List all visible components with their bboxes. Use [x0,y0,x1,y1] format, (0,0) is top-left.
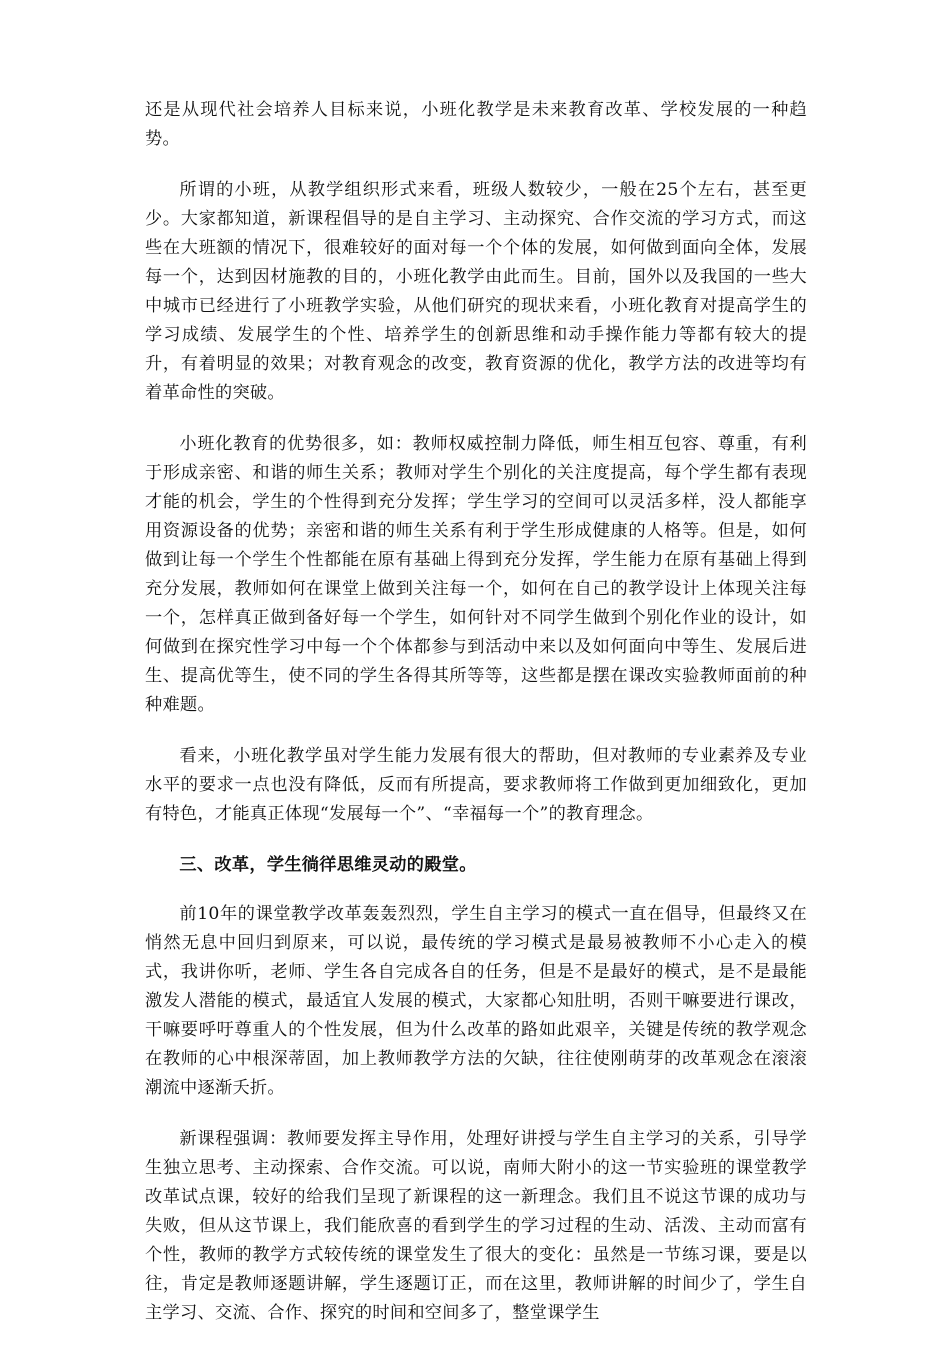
paragraph-1: 还是从现代社会培养人目标来说，小班化教学是未来教育改革、学校发展的一种趋势。 [145,100,807,149]
section-heading: 三、改革，学生徜徉思维灵动的殿堂。 [179,855,477,875]
paragraph-3: 小班化教育的优势很多，如：教师权威控制力降低，师生相互包容、尊重，有利于形成亲密、和谐的师生关系；教师对学生个别化的关注度提高，每个学生都有表现才能的机会，学生的个性得到充分发挥；学生学习的空间可以灵活多样，没人都能享用资源设备的优势；亲密和谐的师生关系有利于学生形成健康的人格等。但是，如何做到让每一个学生个性都能在原有基础上得到充分发挥，学生能力在原有基础上得到充分发展，教师如何在课堂上做到关注每一个，如何在自己的教学设计上体现关注每一个，怎样真正做到备好每一个学生，如何针对不同学生做到个别化作业的设计，如何做到在探究性学习中每一个个体都参与到活动中来以及如何面向中等生、发展后进生、提高优等生，使不同的学生各得其所等等，这些都是摆在课改实验教师面前的种种难题。 [145,434,807,715]
paragraph-6: 新课程强调：教师要发挥主导作用，处理好讲授与学生自主学习的关系，引导学生独立思考、主动探索、合作交流。可以说，南师大附小的这一节实验班的课堂教学改革试点课，较好的给我们呈现了新课程的这一新理念。我们且不说这节课的成功与失败，但从这节课上，我们能欣喜的看到学生的学习过程的生动、活泼、主动而富有个性，教师的教学方式较传统的课堂发生了很大的变化：虽然是一节练习课，要是以往，肯定是教师逐题讲解，学生逐题订正，而在这里，教师讲解的时间少了，学生自主学习、交流、合作、探究的时间和空间多了，整堂课学生 [145,1129,807,1323]
paragraph-2: 所谓的小班，从教学组织形式来看，班级人数较少，一般在25个左右，甚至更少。大家都知道，新课程倡导的是自主学习、主动探究、合作交流的学习方式，而这些在大班额的情况下，很难较好的面对每一个个体的发展，如何做到面向全体，发展每一个，达到因材施教的目的，小班化教学由此而生。目前，国外以及我国的一些大中城市已经进行了小班教学实验，从他们研究的现状来看，小班化教育对提高学生的学习成绩、发展学生的个性、培养学生的创新思维和动手操作能力等都有较大的提升，有着明显的效果；对教育观念的改变，教育资源的优化，教学方法的改进等均有着革命性的突破。 [145,180,807,403]
document-body [145,96,807,1350]
paragraph-4: 看来，小班化教学虽对学生能力发展有很大的帮助，但对教师的专业素养及专业水平的要求一点也没有降低，反而有所提高，要求教师将工作做到更加细致化，更加有特色，才能真正体现“发展每一个”、“幸福每一个”的教育理念。 [145,746,807,824]
paragraph-5: 前10年的课堂教学改革轰轰烈烈，学生自主学习的模式一直在倡导，但最终又在悄然无息中回归到原来，可以说，最传统的学习模式是最易被教师不小心走入的模式，我讲你听，老师、学生各自完成各自的任务，但是不是最好的模式，是不是最能激发人潜能的模式，最适宜人发展的模式，大家都心知肚明，否则干嘛要进行课改，干嘛要呼吁尊重人的个性发展，但为什么改革的路如此艰辛，关键是传统的教学观念在教师的心中根深蒂固，加上教师教学方法的欠缺，往往使刚萌芽的改革观念在滚滚潮流中逐渐夭折。 [145,904,807,1098]
